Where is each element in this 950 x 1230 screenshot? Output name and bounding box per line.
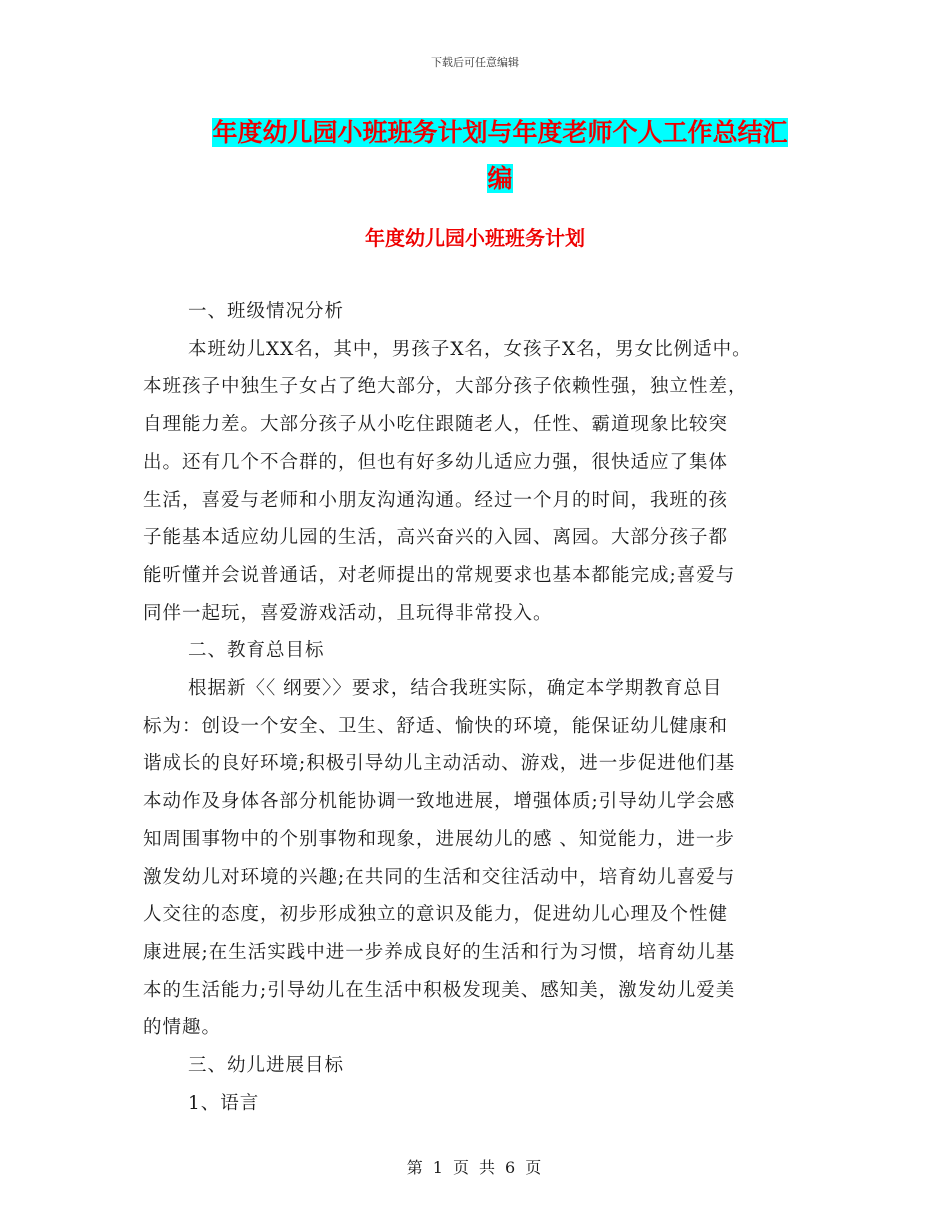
footer-di: 第: [406, 1158, 425, 1177]
footer-gong: 共: [479, 1158, 498, 1177]
text-line: 标为：创设一个安全、卫生、舒适、愉快的环境，能保证幼儿健康和: [143, 715, 729, 737]
text-line: 本班孩子中独生子女占了绝大部分，大部分孩子依赖性强，独立性差，: [143, 376, 748, 398]
text-line: 人交往的态度，初步形成独立的意识及能力，促进幼儿心理及个性健: [143, 904, 729, 926]
document-title-line-1: 年度幼儿园小班班务计划与年度老师个人工作总结汇: [212, 118, 788, 147]
text-line: 本动作及身体各部分机能协调一致地进展，增强体质;引导幼儿学会感: [143, 791, 736, 813]
footer-ye: 页: [452, 1158, 471, 1177]
text-line: 二、教育总目标: [188, 640, 325, 662]
text-line: 三、幼儿进展目标: [188, 1055, 345, 1077]
document-title: [180, 110, 820, 202]
page-footer: [0, 1155, 950, 1178]
footer-page-number: 1: [432, 1158, 445, 1177]
text-line: 根据新〈〈 纲要〉〉要求，结合我班实际，确定本学期教育总目: [188, 678, 723, 700]
text-line: 本的生活能力;引导幼儿在生活中积极发现美、感知美，激发幼儿爱美: [143, 979, 736, 1001]
text-line: 一、班级情况分析: [188, 301, 345, 322]
body-text: [143, 293, 815, 1122]
text-line: 自理能力差。大部分孩子从小吃住跟随老人，任性、霸道现象比较突: [143, 414, 729, 436]
text-line: 激发幼儿对环境的兴趣;在共同的生活和交往活动中，培育幼儿喜爱与: [143, 866, 736, 888]
text-line: 1、语言: [188, 1092, 260, 1114]
text-line: 子能基本适应幼儿园的生活，高兴奋兴的入园、离园。大部分孩子都: [143, 527, 729, 549]
text-line: 康进展;在生活实践中进一步养成良好的生活和行为习惯，培育幼儿基: [143, 941, 736, 963]
header-note: 下载后可任意编辑: [431, 56, 519, 69]
document-title-line-2: 编: [487, 164, 513, 193]
section-title: 年度幼儿园小班班务计划: [365, 226, 585, 250]
text-line: 的情趣。: [143, 1017, 222, 1039]
footer-ye-2: 页: [525, 1158, 544, 1177]
text-line: 知周围事物中的个别事物和现象，进展幼儿的感 、知觉能力，进一步: [143, 828, 735, 850]
text-line: 同伴一起玩，喜爱游戏活动，且玩得非常投入。: [143, 602, 553, 624]
text-line: 能听懂并会说普通话，对老师提出的常规要求也基本都能完成;喜爱与: [143, 564, 736, 586]
text-line: 出。还有几个不合群的，但也有好多幼儿适应力强，很快适应了集体: [143, 451, 729, 473]
footer-total-pages: 6: [505, 1158, 518, 1177]
text-line: 本班幼儿XX名，其中，男孩子X名，女孩子X名，男女比例适中。: [188, 338, 752, 360]
text-line: 生活，喜爱与老师和小朋友沟通沟通。经过一个月的时间，我班的孩: [143, 489, 729, 511]
text-line: 谐成长的良好环境;积极引导幼儿主动活动、游戏，进一步促进他们基: [143, 753, 736, 775]
